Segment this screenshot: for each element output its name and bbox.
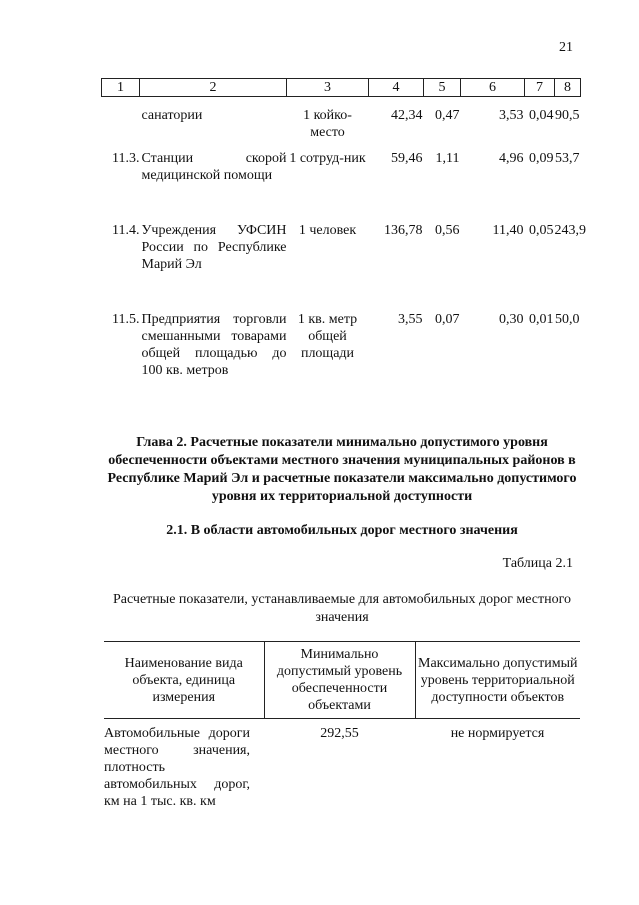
value: 136,78: [384, 222, 423, 238]
value: 90,5: [555, 108, 580, 123]
row-number: 11.4.: [112, 222, 140, 238]
section-heading: 2.1. В области автомобильных дорог местного значения: [166, 523, 518, 538]
unit: 1 человек: [298, 222, 357, 238]
value: 3,55: [398, 311, 423, 327]
unit: 1 кв. метр общей площади: [297, 311, 358, 361]
value: 42,34: [391, 108, 423, 123]
value: 0,09: [529, 150, 554, 166]
object-name: Автомобильные дороги местного значения, плотность автомобильных дорог, км на 1 тыс. кв. км: [104, 726, 250, 809]
table-label: Таблица 2.1: [502, 556, 573, 571]
min-level-value: 292,55: [320, 726, 359, 741]
column-header-max-level: Максимально допустимый уровень территориальной доступности объектов: [415, 642, 580, 719]
value: 0,07: [435, 311, 460, 327]
value: 53,7: [555, 150, 580, 166]
value: 0,01: [529, 311, 554, 327]
row-number: 11.3.: [112, 150, 140, 166]
value: 11,40: [492, 222, 524, 238]
value: 4,96: [499, 150, 524, 166]
indicators-table-continued: [101, 78, 586, 379]
value: 3,53: [499, 108, 524, 123]
chapter-heading: Глава 2. Расчетные показатели минимально допустимого уровня обеспеченности объектами местного значения муниципальных районов в Республике Марий Эл и расчетные показатели максимально допустимого уровня их территориальной доступности: [107, 435, 577, 504]
page-number: 21: [559, 40, 573, 55]
value: 243,9: [554, 222, 586, 238]
column-number-row: [102, 79, 581, 97]
table-header-row: [104, 642, 580, 719]
column-number: 2: [140, 79, 287, 97]
value: 0,30: [499, 311, 524, 327]
table-row: [102, 222, 581, 311]
value: 59,46: [391, 150, 423, 166]
unit: 1 сотруд-ник: [289, 150, 366, 166]
column-number: 6: [461, 79, 525, 97]
row-number: 11.5.: [112, 311, 140, 327]
table-title: Расчетные показатели, устанавливаемые для автомобильных дорог местного значения: [112, 592, 571, 625]
column-header-min-level: Минимально допустимый уровень обеспеченности объектами: [264, 642, 415, 719]
table-row: [102, 150, 581, 222]
value: 0,47: [435, 108, 460, 123]
unit: 1 койко-место: [303, 108, 352, 140]
object-name: Учреждения УФСИН России по Республике Марий Эл: [141, 222, 287, 272]
table-row: [102, 311, 581, 379]
row-number: [102, 97, 140, 150]
table-row: [104, 719, 580, 811]
column-number: 3: [287, 79, 369, 97]
column-number: 7: [525, 79, 555, 97]
table-row: [102, 97, 581, 150]
column-number: 1: [102, 79, 140, 97]
object-name: Станции скорой медицинской помощи: [141, 150, 287, 183]
value: 0,04: [529, 108, 554, 123]
roads-indicators-table: [104, 641, 580, 810]
max-level-value: не нормируется: [450, 726, 545, 741]
value: 0,56: [435, 222, 460, 238]
object-name: Предприятия торговли смешанными товарами общей площадью до 100 кв. метров: [141, 311, 287, 378]
column-number: 8: [555, 79, 581, 97]
column-header-object: Наименование вида объекта, единица измерения: [104, 642, 264, 719]
value: 50,0: [555, 311, 580, 327]
column-number: 4: [369, 79, 424, 97]
value: 0,05: [529, 222, 554, 238]
object-name: санатории: [141, 108, 203, 123]
value: 1,11: [435, 150, 460, 166]
column-number: 5: [424, 79, 461, 97]
